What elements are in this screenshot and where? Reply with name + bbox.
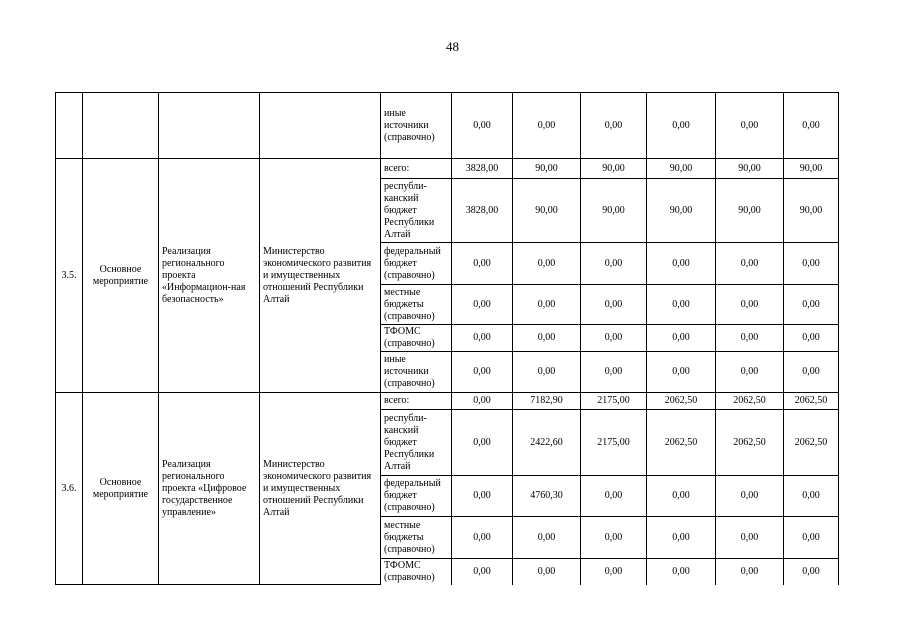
measure-type: Основное мероприятие [83, 393, 159, 585]
source-cell: местные бюджеты (справочно) [381, 517, 452, 559]
value-cell: 0,00 [581, 285, 647, 325]
value-cell: 0,00 [452, 93, 513, 159]
table-row [56, 393, 839, 410]
value-cell: 0,00 [513, 559, 581, 585]
value-cell: 0,00 [784, 243, 839, 285]
source-cell: всего: [381, 159, 452, 179]
value-cell: 2062,50 [647, 393, 716, 410]
value-cell: 90,00 [716, 159, 784, 179]
value-cell: 0,00 [647, 352, 716, 393]
value-cell: 0,00 [647, 325, 716, 352]
table-row [56, 93, 839, 159]
value-cell: 0,00 [784, 559, 839, 585]
index-cell [56, 93, 83, 159]
value-cell: 0,00 [784, 517, 839, 559]
value-cell: 3828,00 [452, 159, 513, 179]
value-cell: 2062,50 [647, 410, 716, 476]
value-cell: 0,00 [716, 243, 784, 285]
value-cell: 0,00 [716, 559, 784, 585]
value-cell: 0,00 [452, 410, 513, 476]
name-cell [159, 93, 260, 159]
value-cell: 0,00 [581, 243, 647, 285]
value-cell: 0,00 [647, 285, 716, 325]
value-cell: 0,00 [452, 285, 513, 325]
budget-table [55, 92, 839, 585]
value-cell: 2175,00 [581, 410, 647, 476]
value-cell: 2062,50 [716, 393, 784, 410]
value-cell: 0,00 [647, 93, 716, 159]
value-cell: 90,00 [581, 179, 647, 243]
measure-executor: Министерство экономического развития и имущественных отношений Республики Алтай [260, 393, 381, 585]
value-cell: 0,00 [581, 476, 647, 517]
value-cell: 0,00 [513, 352, 581, 393]
value-cell: 0,00 [581, 517, 647, 559]
value-cell: 2062,50 [716, 410, 784, 476]
measure-index: 3.6. [56, 393, 83, 585]
measure-name: Реализация регионального проекта «Информацион-ная безопасность» [159, 159, 260, 393]
value-cell: 0,00 [452, 325, 513, 352]
value-cell: 0,00 [784, 93, 839, 159]
value-cell: 0,00 [716, 285, 784, 325]
value-cell: 90,00 [784, 179, 839, 243]
value-cell: 3828,00 [452, 179, 513, 243]
value-cell: 0,00 [647, 243, 716, 285]
value-cell: 0,00 [784, 476, 839, 517]
value-cell: 2175,00 [581, 393, 647, 410]
source-cell: ТФОМС (справочно) [381, 559, 452, 585]
value-cell: 4760,30 [513, 476, 581, 517]
value-cell: 2422,60 [513, 410, 581, 476]
source-cell: иные источники (справочно) [381, 352, 452, 393]
value-cell: 0,00 [716, 352, 784, 393]
source-cell: федеральный бюджет (справочно) [381, 476, 452, 517]
value-cell: 0,00 [581, 352, 647, 393]
value-cell: 0,00 [581, 559, 647, 585]
value-cell: 0,00 [513, 93, 581, 159]
value-cell: 0,00 [452, 352, 513, 393]
measure-name: Реализация регионального проекта «Цифровое государственное управление» [159, 393, 260, 585]
measure-index: 3.5. [56, 159, 83, 393]
value-cell: 0,00 [784, 325, 839, 352]
source-cell: иные источники (справочно) [381, 93, 452, 159]
value-cell: 0,00 [716, 517, 784, 559]
value-cell: 2062,50 [784, 393, 839, 410]
value-cell: 90,00 [581, 159, 647, 179]
value-cell: 0,00 [513, 285, 581, 325]
value-cell: 0,00 [452, 476, 513, 517]
value-cell: 2062,50 [784, 410, 839, 476]
value-cell: 0,00 [647, 517, 716, 559]
value-cell: 0,00 [784, 285, 839, 325]
value-cell: 90,00 [513, 179, 581, 243]
source-cell: республи-канский бюджет Республики Алтай [381, 179, 452, 243]
table-row [56, 159, 839, 179]
executor-cell [260, 93, 381, 159]
value-cell: 90,00 [647, 159, 716, 179]
value-cell: 0,00 [581, 325, 647, 352]
value-cell: 0,00 [784, 352, 839, 393]
type-cell [83, 93, 159, 159]
page-number: 48 [446, 39, 459, 54]
value-cell: 0,00 [513, 517, 581, 559]
source-cell: федеральный бюджет (справочно) [381, 243, 452, 285]
value-cell: 0,00 [716, 325, 784, 352]
value-cell: 0,00 [452, 243, 513, 285]
value-cell: 90,00 [513, 159, 581, 179]
value-cell: 0,00 [452, 559, 513, 585]
source-cell: республи-канский бюджет Республики Алтай [381, 410, 452, 476]
value-cell: 0,00 [513, 325, 581, 352]
value-cell: 0,00 [647, 559, 716, 585]
value-cell: 90,00 [647, 179, 716, 243]
value-cell: 0,00 [716, 93, 784, 159]
value-cell: 0,00 [716, 476, 784, 517]
value-cell: 0,00 [452, 517, 513, 559]
value-cell: 0,00 [513, 243, 581, 285]
value-cell: 90,00 [716, 179, 784, 243]
source-cell: ТФОМС (справочно) [381, 325, 452, 352]
measure-executor: Министерство экономического развития и имущественных отношений Республики Алтай [260, 159, 381, 393]
value-cell: 0,00 [581, 93, 647, 159]
value-cell: 0,00 [452, 393, 513, 410]
source-cell: местные бюджеты (справочно) [381, 285, 452, 325]
value-cell: 7182,90 [513, 393, 581, 410]
value-cell: 0,00 [647, 476, 716, 517]
value-cell: 90,00 [784, 159, 839, 179]
measure-type: Основное мероприятие [83, 159, 159, 393]
source-cell: всего: [381, 393, 452, 410]
